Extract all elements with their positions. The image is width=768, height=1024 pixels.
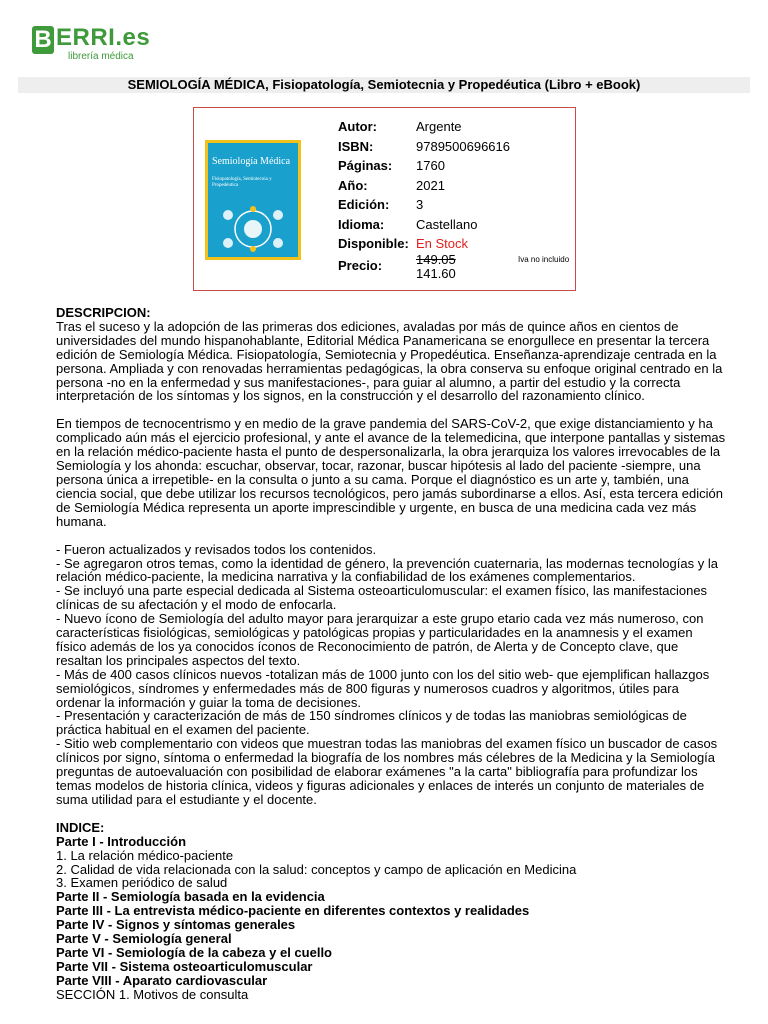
cover-title: Semiología Médica	[212, 156, 291, 167]
index-section: SECCIÓN 1. Motivos de consulta	[56, 986, 249, 1002]
description-heading: DESCRIPCION:	[56, 305, 151, 320]
spec-value: Argente	[416, 119, 462, 134]
product-card	[193, 107, 576, 291]
index-part: Parte V - Semiología general	[56, 931, 232, 947]
index-chapter: 2. Calidad de vida relacionada con la salud: conceptos y campo de aplicación en Medicina	[56, 861, 577, 877]
cover-illustration	[214, 205, 292, 253]
index-chapter: 1. La relación médico-paciente	[56, 847, 234, 863]
spec-label: Edición:	[338, 197, 390, 212]
spec-value: 2021	[416, 177, 445, 193]
spec-value: Castellano	[416, 216, 478, 232]
feature-item: - Se agregaron otros temas, como la identidad de género, la prevención cuaternaria, las modernas tecnologías y la relación médico-paciente, la medicina narrativa y la confiabilidad de los exámenes complementarios.	[56, 555, 718, 585]
price-current: 141.60	[416, 266, 456, 281]
feature-item: - Sitio web complementario con videos que muestran todas las maniobras del examen físico un buscador de casos clínicos por signo, síntoma o enfermedad la biografía de los nombres más célebres de la Medicina y la Semiología preguntas de autoevaluación con posibilidad de elaborar exámenes "a la carta" bibliografía para profundizar los temas modelos de historia clínica, videos y figuras adicionales y enlaces de interés un conjunto de materiales de suma utilidad para el estudiante y el docente.	[56, 736, 718, 807]
product-title: SEMIOLOGÍA MÉDICA, Fisiopatología, Semiotecnia y Propedéutica (Libro + eBook)	[18, 77, 750, 93]
index-part: Parte VIII - Aparato cardiovascular	[56, 972, 268, 988]
feature-item: - Más de 400 casos clínicos nuevos -totalizan más de 1000 junto con los del sitio web- que ejemplifican hallazgos semiológicos, síndromes y enfermedades más de 800 figuras y numerosos cuadros y algoritmos, útiles para ordenar la información y guiar la toma de decisiones.	[56, 666, 710, 710]
feature-item: - Fueron actualizados y revisados todos los contenidos.	[56, 541, 377, 557]
spec-label: ISBN:	[338, 138, 374, 154]
index-chapter: 3. Examen periódico de salud	[56, 875, 228, 891]
index-part: Parte VII - Sistema osteoarticulomuscular	[56, 958, 313, 974]
logo-mark: B	[32, 26, 54, 54]
feature-item: - Presentación y caracterización de más de 150 síndromes clínicos y de todas las maniobras semiológicas de práctica habitual en el examen del paciente.	[56, 708, 687, 738]
index-part: Parte IV - Signos y síntomas generales	[56, 917, 296, 933]
spec-label: Autor:	[338, 119, 377, 134]
product-description	[56, 306, 726, 1002]
feature-item: - Se incluyó una parte especial dedicada al Sistema osteoarticulomuscular: el examen físico, las manifestaciones clínicas de su afectación y el modo de enfocarla.	[56, 583, 708, 613]
spec-label: Idioma:	[338, 216, 385, 232]
spec-value: 3	[416, 197, 424, 212]
logo-tagline: librería médica	[68, 51, 134, 62]
description-paragraph: En tiempos de tecnocentrismo y en medio de la grave pandemia del SARS-CoV-2, que exige distanciamiento y ha complicado aún más el ejercicio profesional, y ante el avance de la telemedicina, que interpone pantallas y sistemas en la relación médico-paciente hasta el punto de despersonalizarla, la obra jerarquiza los valores irrevocables de la Semiología y los ahonda: escuchar, observar, tocar, razonar, buscar hipótesis al lado del paciente -siempre, una persona única a irrepetible- en la consulta o junto a su cama. Porque el diagnóstico es un arte y, también, una ciencia social, que debe utilizar los recursos tecnológicos, pero jamás subordinarse a ellos. Así, esta tercera edición de Semiología Médica representa un aporte imprescindible y urgente, en busca de una medicina cada vez más humana.	[56, 416, 726, 529]
index-part: Parte III - La entrevista médico-paciente en diferentes contextos y realidades	[56, 903, 530, 919]
tax-note: Iva no incluido	[518, 255, 570, 264]
index-part: Parte I - Introducción	[56, 833, 187, 849]
cover-subtitle: Fisiopatología, Semiotecnia y Propedéutica	[212, 177, 272, 188]
price-label: Precio:	[338, 258, 383, 273]
spec-value: 1760	[416, 158, 445, 173]
spec-label: Páginas:	[338, 158, 393, 173]
spec-label: Disponible:	[338, 236, 409, 251]
index-part: Parte VI - Semiología de la cabeza y el cuello	[56, 944, 332, 960]
spec-value: 9789500696616	[416, 138, 510, 154]
price-original: 149.05	[416, 252, 456, 267]
feature-item: - Nuevo ícono de Semiología del adulto mayor para jerarquizar a este grupo etario cada vez más numeroso, con características fisiológicas, semiológicas y patológicas propias y particularidades en la anamnesis y el examen físico además de los ya conocidos íconos de Reconocimiento de patrón, de Alerta y de Concepto clave, que resaltan los principales aspectos del texto.	[56, 611, 704, 668]
index-part: Parte II - Semiología basada en la evidencia	[56, 889, 325, 905]
stock-status: En Stock	[416, 236, 469, 251]
index-heading: INDICE:	[56, 819, 105, 835]
site-logo[interactable]	[32, 24, 151, 62]
logo-wordmark: ERRI.es	[56, 24, 151, 51]
spec-label: Año:	[338, 177, 368, 193]
description-paragraph: Tras el suceso y la adopción de las primeras dos ediciones, avaladas por más de quince años en cientos de universidades del mundo hispanohablante, Editorial Médica Panamericana se enorgullece en presentar la tercera edición de Semiología Médica. Fisiopatología, Semiotecnia y Propedéutica. Enseñanza-aprendizaje centrada en la persona. Ampliada y con renovadas herramientas pedagógicas, la obra conserva su enfoque original centrado en la persona -no en la enfermedad y sus manifestaciones-, para guiar al alumno, a partir del estudio y la correcta interpretación de los síntomas y los signos, en la construcción y el desarrollo del razonamiento clínico.	[56, 318, 723, 404]
book-cover-image[interactable]	[205, 140, 301, 260]
